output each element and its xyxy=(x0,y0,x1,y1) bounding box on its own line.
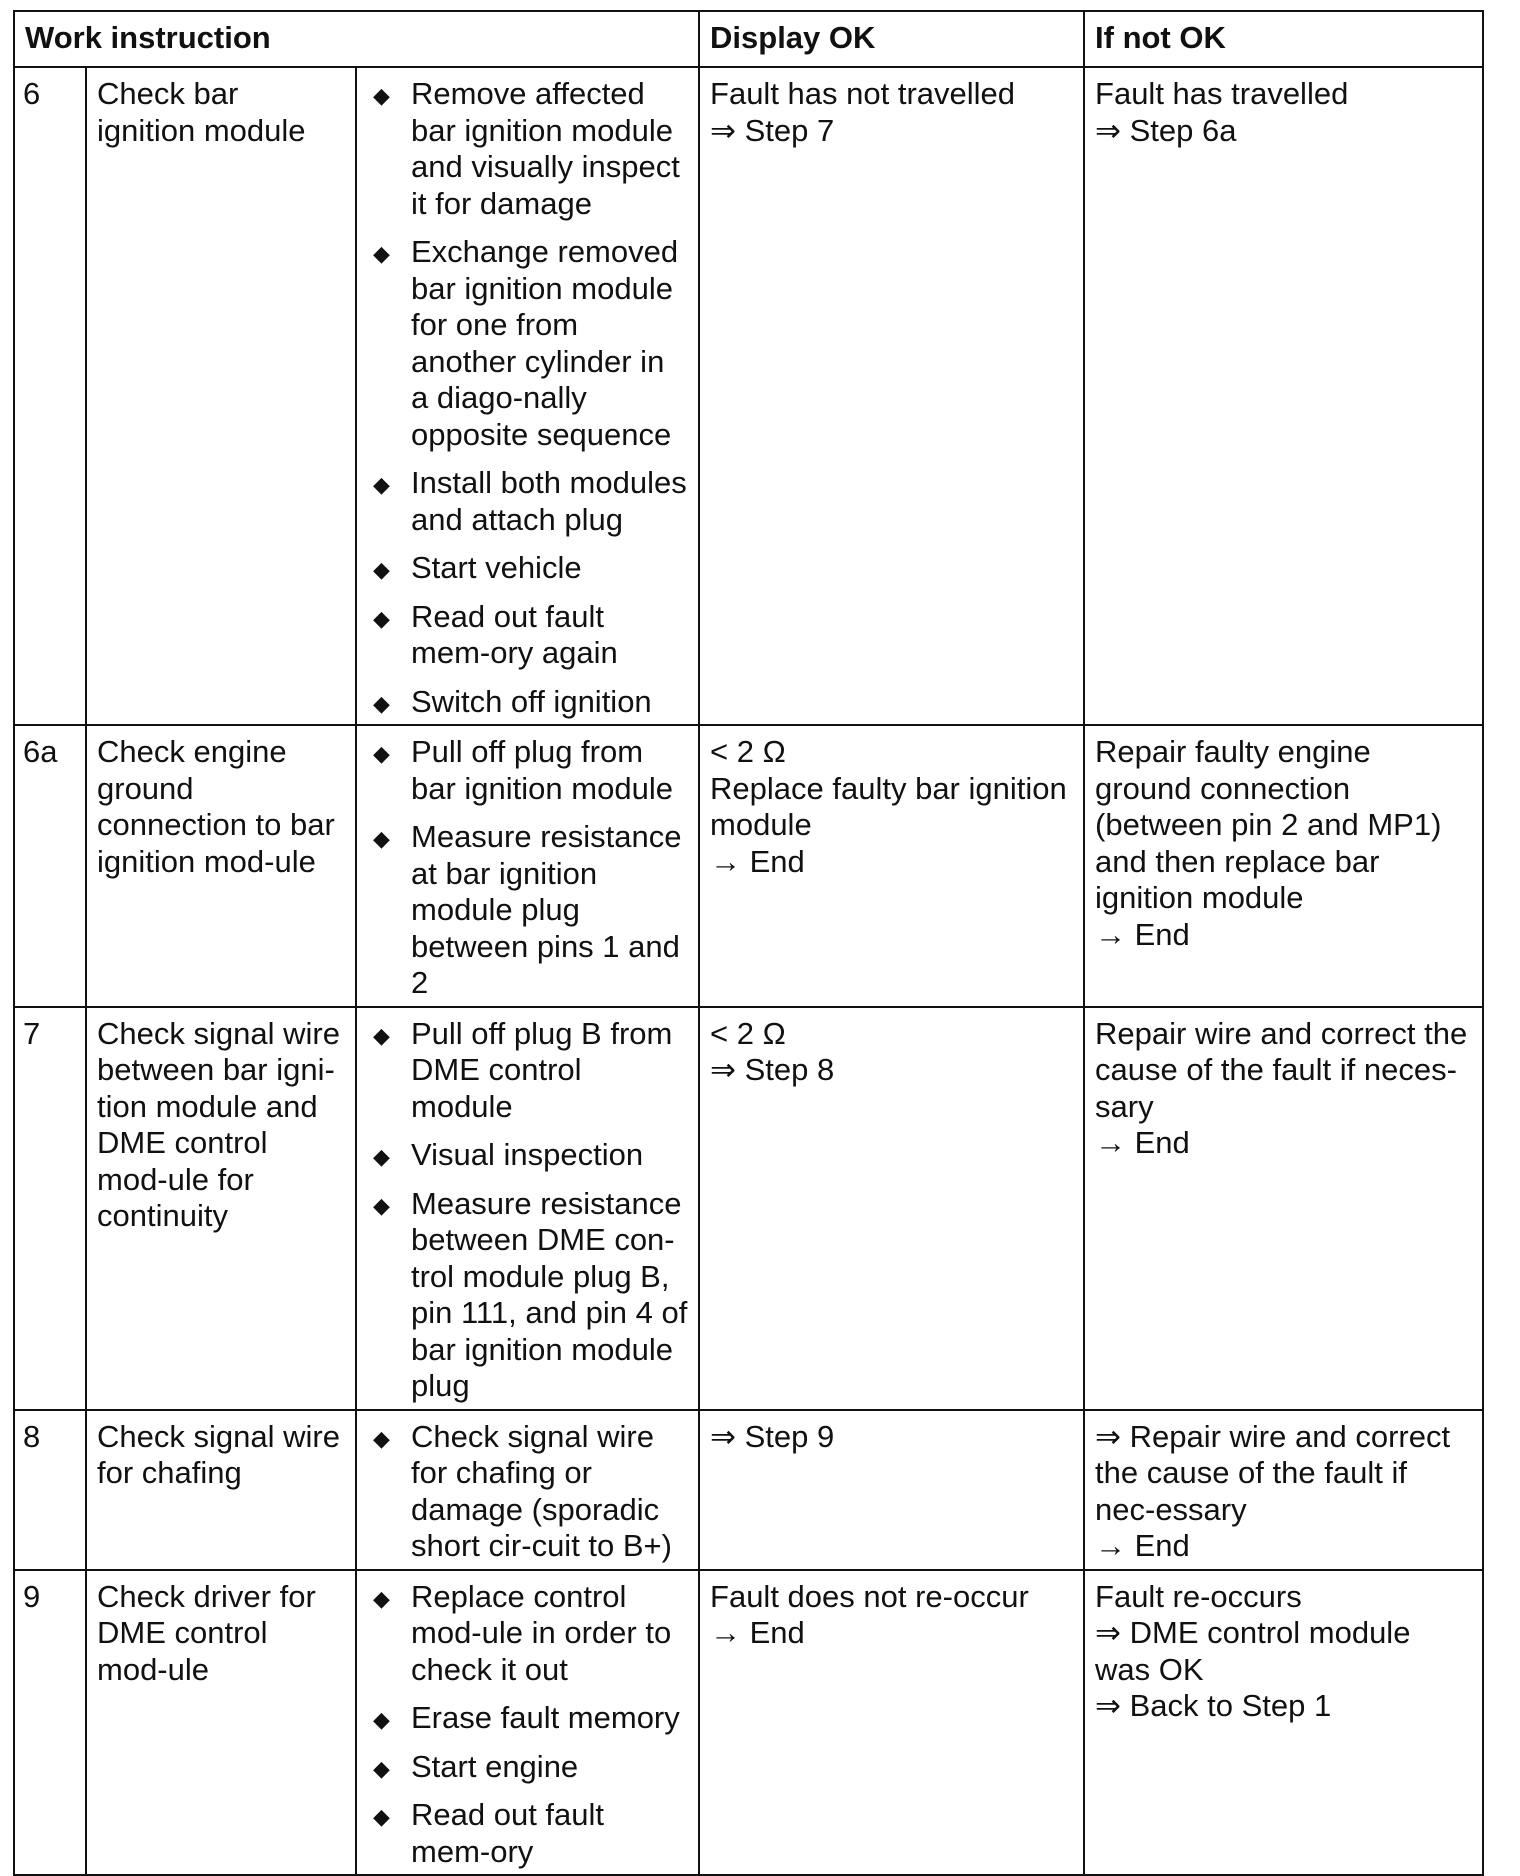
diamond-bullet-icon: ◆ xyxy=(373,241,390,266)
diamond-bullet-icon: ◆ xyxy=(373,472,390,497)
diamond-bullet-icon: ◆ xyxy=(373,1804,390,1829)
diamond-bullet-icon: ◆ xyxy=(373,1707,390,1732)
step-number: 6a xyxy=(14,725,86,1007)
action-text: Visual inspection xyxy=(411,1137,644,1172)
action-text: Replace control mod-ule in order to check it out xyxy=(411,1578,672,1687)
action-item xyxy=(367,1579,688,1689)
step-number: 6 xyxy=(14,67,86,725)
diamond-bullet-icon: ◆ xyxy=(373,1585,390,1611)
action-item xyxy=(367,599,688,672)
if-not-ok-line: ⇒ DME control module was OK xyxy=(1095,1615,1411,1687)
step-number: 8 xyxy=(14,1410,86,1570)
display-ok-cell xyxy=(699,1007,1084,1410)
action-item xyxy=(367,684,688,721)
if-not-ok-cell xyxy=(1084,1570,1483,1876)
table-row xyxy=(14,1410,1483,1570)
header-if-not-ok: If not OK xyxy=(1084,11,1483,67)
check-description: Check engine ground connection to bar ignition mod-ule xyxy=(86,725,356,1007)
diamond-bullet-icon: ◆ xyxy=(373,826,390,851)
action-list-cell xyxy=(356,1007,699,1410)
header-display-ok: Display OK xyxy=(699,11,1084,67)
diamond-bullet-icon: ◆ xyxy=(373,557,390,582)
diamond-bullet-icon: ◆ xyxy=(373,690,390,716)
display-ok-line: ⇒ Step 8 xyxy=(710,1052,835,1087)
action-item xyxy=(367,550,688,587)
diamond-bullet-icon: ◆ xyxy=(373,1022,390,1048)
display-ok-line: → End xyxy=(710,843,805,879)
action-list xyxy=(367,1419,688,1565)
action-text: Start engine xyxy=(411,1748,579,1784)
display-ok-cell xyxy=(699,725,1084,1007)
action-item xyxy=(367,1700,688,1737)
action-item xyxy=(367,465,688,538)
if-not-ok-line: Fault re-occurs xyxy=(1095,1578,1302,1614)
display-ok-line: < 2 Ω xyxy=(710,1015,786,1051)
header-work-instruction: Work instruction xyxy=(14,11,699,67)
if-not-ok-line: ⇒ Repair wire and correct the cause of the fault if nec-essary xyxy=(1095,1418,1451,1527)
action-list-cell xyxy=(356,1570,699,1876)
action-item xyxy=(367,234,688,453)
check-description: Check signal wire between bar igni-tion module and DME control mod-ule for continuity xyxy=(86,1007,356,1410)
if-not-ok-line: → End xyxy=(1095,916,1190,952)
check-description: Check bar ignition module xyxy=(86,67,356,725)
action-list-cell xyxy=(356,725,699,1007)
header-row xyxy=(14,11,1483,67)
action-text: Check signal wire for chafing or damage (sporadic short cir-cuit to B+) xyxy=(411,1418,672,1563)
diamond-bullet-icon: ◆ xyxy=(373,1755,390,1781)
action-list-cell xyxy=(356,67,699,725)
action-text: Start vehicle xyxy=(411,550,582,585)
display-ok-cell xyxy=(699,1570,1084,1876)
table-row xyxy=(14,1007,1483,1410)
action-item xyxy=(367,76,688,222)
action-item xyxy=(367,1749,688,1786)
step-number: 7 xyxy=(14,1007,86,1410)
action-item xyxy=(367,1797,688,1870)
action-text: Measure resistance between DME con-trol module plug B, pin 111, and pin 4 of bar ignition module plug xyxy=(411,1185,688,1403)
action-item xyxy=(367,819,688,1002)
step-number: 9 xyxy=(14,1570,86,1876)
action-item xyxy=(367,734,688,807)
display-ok-line: Fault has not travelled xyxy=(710,76,1016,111)
action-list-cell xyxy=(356,1410,699,1570)
action-text: Remove affected bar ignition module and visually inspect it for damage xyxy=(411,76,680,221)
display-ok-line: ⇒ Step 7 xyxy=(710,112,835,148)
if-not-ok-line: → End xyxy=(1095,1528,1190,1563)
if-not-ok-cell xyxy=(1084,1410,1483,1570)
diamond-bullet-icon: ◆ xyxy=(373,605,390,631)
display-ok-line: < 2 Ω xyxy=(710,734,786,769)
display-ok-line: → End xyxy=(710,1615,805,1650)
action-item xyxy=(367,1137,688,1174)
action-text: Pull off plug B from DME control module xyxy=(411,1015,673,1124)
action-text: Pull off plug from bar ignition module xyxy=(411,734,673,806)
action-text: Exchange removed bar ignition module for one from another cylinder in a diago-nally opposite sequence xyxy=(411,234,679,452)
if-not-ok-line: Repair wire and correct the cause of the fault if neces-sary xyxy=(1095,1015,1468,1124)
diamond-bullet-icon: ◆ xyxy=(373,1144,390,1169)
action-item xyxy=(367,1186,688,1405)
if-not-ok-line: ⇒ Back to Step 1 xyxy=(1095,1688,1332,1723)
diamond-bullet-icon: ◆ xyxy=(373,1192,390,1218)
action-list xyxy=(367,734,688,1002)
if-not-ok-line: Repair faulty engine ground connection (between pin 2 and MP1) and then replace bar ignition module xyxy=(1095,734,1442,915)
diamond-bullet-icon: ◆ xyxy=(373,741,390,766)
display-ok-cell xyxy=(699,1410,1084,1570)
action-item xyxy=(367,1419,688,1565)
if-not-ok-cell xyxy=(1084,725,1483,1007)
check-description: Check driver for DME control mod-ule xyxy=(86,1570,356,1876)
check-description: Check signal wire for chafing xyxy=(86,1410,356,1570)
action-list xyxy=(367,1016,688,1405)
if-not-ok-line: Fault has travelled xyxy=(1095,76,1349,111)
action-text: Erase fault memory xyxy=(411,1700,680,1735)
display-ok-line: Fault does not re-occur xyxy=(710,1578,1029,1614)
if-not-ok-line: ⇒ Step 6a xyxy=(1095,112,1237,148)
action-text: Switch off ignition xyxy=(411,683,652,719)
document xyxy=(13,10,1482,1876)
if-not-ok-line: → End xyxy=(1095,1125,1190,1160)
action-item xyxy=(367,1016,688,1126)
action-text: Read out fault mem-ory xyxy=(411,1797,605,1869)
display-ok-line: ⇒ Step 9 xyxy=(710,1418,835,1454)
action-text: Read out fault mem-ory again xyxy=(411,598,618,670)
diamond-bullet-icon: ◆ xyxy=(373,1425,390,1451)
action-list xyxy=(367,76,688,720)
display-ok-line: Replace faulty bar ignition module xyxy=(710,770,1067,842)
if-not-ok-cell xyxy=(1084,67,1483,725)
diamond-bullet-icon: ◆ xyxy=(373,83,390,108)
table-row xyxy=(14,725,1483,1007)
table-row xyxy=(14,67,1483,725)
display-ok-cell xyxy=(699,67,1084,725)
table-row xyxy=(14,1570,1483,1876)
work-instruction-table xyxy=(13,10,1484,1876)
action-list xyxy=(367,1579,688,1871)
action-text: Measure resistance at bar ignition module plug between pins 1 and 2 xyxy=(411,819,682,1000)
action-text: Install both modules and attach plug xyxy=(411,465,687,537)
if-not-ok-cell xyxy=(1084,1007,1483,1410)
